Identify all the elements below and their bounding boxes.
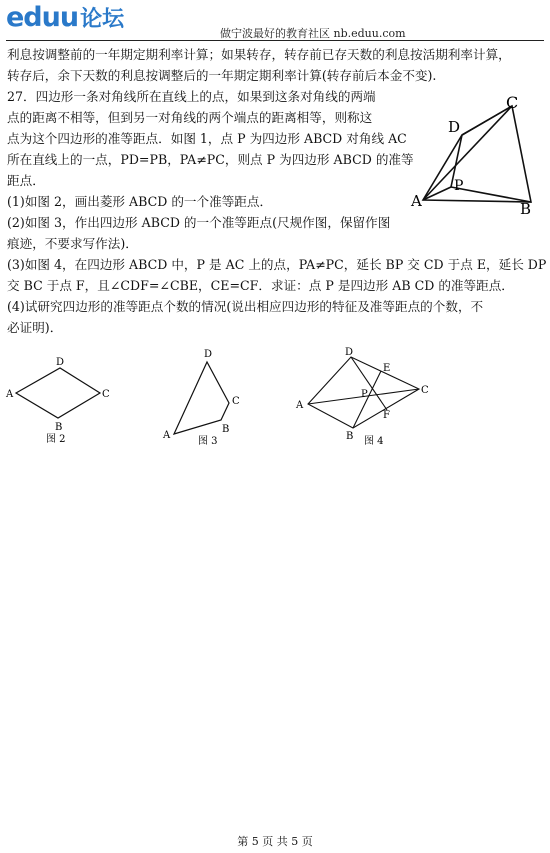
logo-wordmark: eduu (6, 2, 79, 33)
fig1-label-a: A (411, 192, 422, 210)
text-line: 利息按调整前的一年期定期利率计算；如果转存，转存前已存天数的利息按活期利率计算， (7, 47, 511, 62)
fig4-caption: 图 4 (364, 436, 384, 447)
fig2-label-a: A (6, 389, 14, 400)
header-divider (6, 40, 544, 41)
page-footer: 第 5 页 共 5 页 (237, 835, 313, 848)
figure-2-rhombus (0, 350, 120, 450)
fig1-label-d: D (448, 118, 461, 136)
fig4-label-d: D (345, 347, 354, 358)
text-line: 痕迹，不要求写作法)． (7, 236, 138, 251)
text-line: 转存后，余下天数的利息按调整后的一年期定期利率计算(转存前后本金不变). (7, 68, 437, 83)
text-line: (4)试研究四边形的准等距点个数的情况(说出相应四边形的特征及准等距点的个数，不 (7, 299, 484, 314)
text-line: (1)如图 2，画出菱形 ABCD 的一个准等距点． (7, 194, 273, 209)
text-line: (2)如图 3，作出四边形 ABCD 的一个准等距点(尺规作图，保留作图 (7, 215, 391, 230)
fig3-caption: 图 3 (198, 436, 218, 447)
text-line: 必证明)． (7, 320, 63, 335)
fig1-label-p: P (454, 178, 464, 194)
fig4-label-e: E (383, 363, 391, 374)
text-line: 距点． (7, 173, 45, 188)
text-line: 点的距离不相等，但到另一对角线的两个端点的距离相等，则称这 (7, 110, 373, 125)
text-line: 所在直线上的一点，PD=PB，PA≠PC，则点 P 为四边形 ABCD 的准等 (7, 152, 414, 167)
text-line: 27．四边形一条对角线所在直线上的点，如果到这条对角线的两端 (7, 89, 376, 104)
fig2-label-b: B (55, 422, 63, 433)
fig2-label-c: C (102, 389, 110, 400)
fig2-label-d: D (56, 357, 65, 368)
fig3-label-a: A (163, 430, 171, 441)
figure-1-quadrilateral (410, 92, 545, 217)
figure-4-quadrilateral (290, 340, 440, 455)
site-slogan: 做宁波最好的教育社区 nb.eduu.com (220, 27, 406, 40)
page-header (0, 0, 550, 44)
fig3-label-d: D (204, 349, 213, 360)
eduu-logo[interactable] (6, 2, 124, 34)
text-line: 点为这个四边形的准等距点．如图 1，点 P 为四边形 ABCD 对角线 AC (7, 131, 407, 146)
fig3-label-c: C (232, 396, 240, 407)
text-line: 交 BC 于点 F，且∠CDF=∠CBE，CE=CF．求证：点 P 是四边形 AB CD 的准等距点． (7, 278, 514, 293)
fig1-label-b: B (520, 200, 532, 217)
fig3-label-b: B (222, 424, 230, 435)
fig4-label-a: A (296, 400, 304, 411)
fig1-label-c: C (506, 93, 519, 112)
fig4-label-c: C (421, 385, 429, 396)
fig2-caption: 图 2 (46, 434, 66, 445)
text-line: (3)如图 4，在四边形 ABCD 中，P 是 AC 上的点，PA≠PC，延长 BP 交 CD 于点 E，延长 DP (7, 257, 547, 272)
logo-suffix: 论坛 (80, 7, 125, 32)
fig4-label-f: F (383, 410, 390, 421)
fig4-label-b: B (346, 431, 354, 442)
fig4-label-p: P (361, 389, 368, 400)
figure-3-quadrilateral (150, 340, 250, 450)
